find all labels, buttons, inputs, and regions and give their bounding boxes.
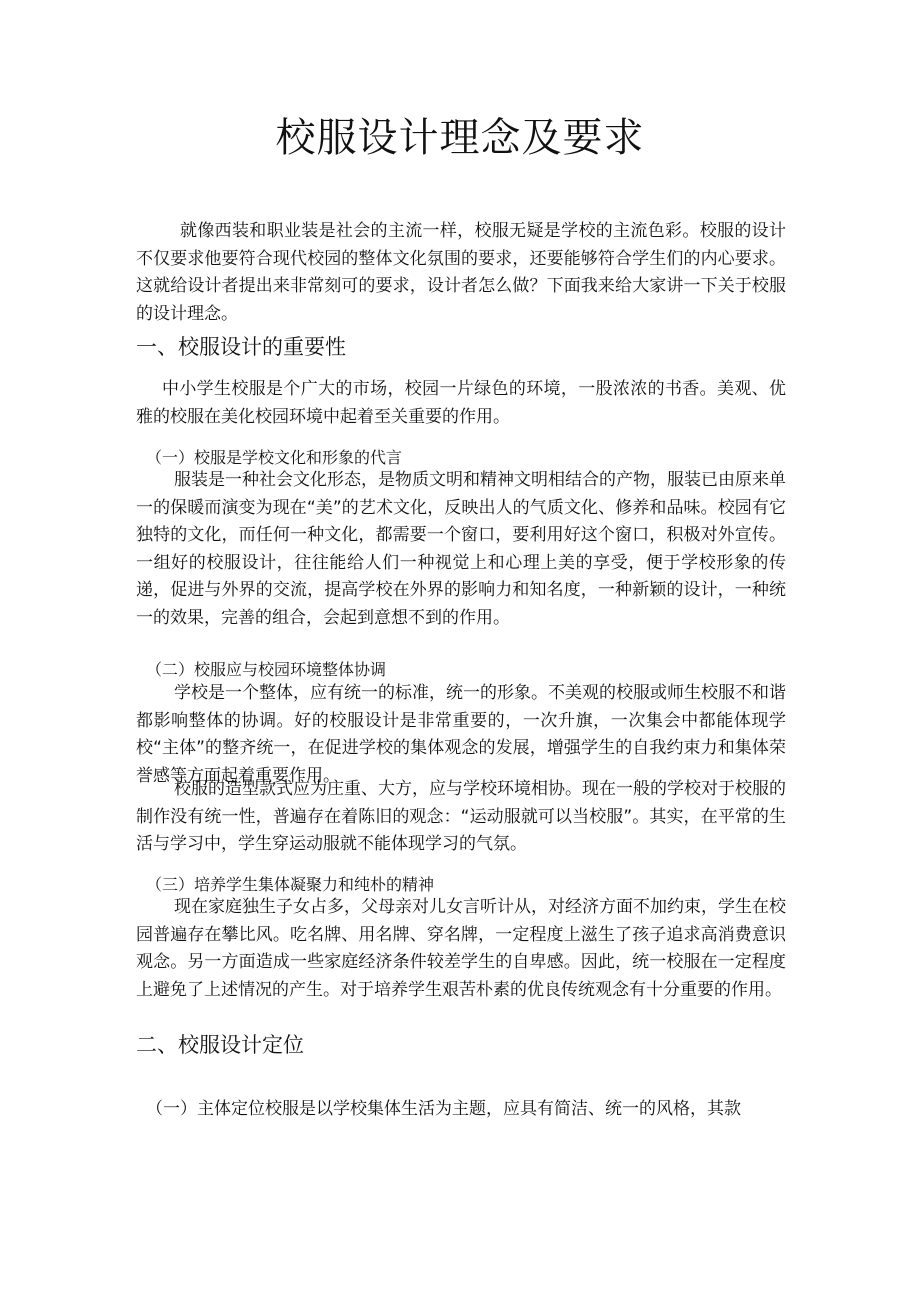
section-1-sub-1-heading: （一）校服是学校文化和形象的代言 (146, 448, 403, 467)
section-2-heading: 二、校服设计定位 (136, 1033, 304, 1057)
intro-paragraph: 就像西装和职业装是社会的主流一样，校服无疑是学校的主流色彩。校服的设计不仅要求他要符合现代校园的整体文化氛围的要求，还要能够符合学生们的内心要求。这就给设计者提出来非常刻可的要求，设计者怎么做？下面我来给大家讲一下关于校服的设计理念。 (136, 221, 786, 324)
section-1-heading: 一、校服设计的重要性 (136, 335, 346, 359)
section-1-sub-3-heading: （三）培养学生集体凝聚力和纯朴的精神 (146, 875, 435, 894)
section-2-sub-1-line: （一）主体定位校服是以学校集体生活为主题，应具有简洁、统一的风格，其款 (146, 1099, 741, 1119)
section-1-paragraph: 中小学生校服是个广大的市场，校园一片绿色的环境，一股浓浓的书香。美观、优雅的校服在美化校园环境中起着至关重要的作用。 (136, 379, 786, 427)
section-1-sub-2-heading: （二）校服应与校园环境整体协调 (146, 660, 387, 679)
section-1-sub-2-paragraph-1: 学校是一个整体，应有统一的标准，统一的形象。不美观的校服或师生校服不和谐都影响整体的协调。好的校服设计是非常重要的，一次升旗，一次集会中都能体现学校“主体”的整齐统一，在促进学校的集体观念的发展，增强学生的自我约束力和集体荣誉感等方面起着重要作用。 (136, 683, 786, 786)
section-1-sub-3-paragraph: 现在家庭独生子女占多，父母亲对儿女言听计从，对经济方面不加约束，学生在校园普遍存在攀比风。吃名牌、用名牌、穿名牌，一定程度上滋生了孩子追求高消费意识观念。另一方面造成一些家庭经济条件较差学生的自卑感。因此，统一校服在一定程度上避免了上述情况的产生。对于培养学生艰苦朴素的优良传统观念有十分重要的作用。 (136, 897, 786, 1000)
section-1-sub-2-paragraph-2: 校服的造型款式应为庄重、大方，应与学校环境相协。现在一般的学校对于校服的制作没有统一性，普遍存在着陈旧的观念：“运动服就可以当校服”。其实，在平常的生活与学习中，学生穿运动服就不能体现学习的气氛。 (136, 779, 786, 854)
section-1-sub-1-paragraph: 服装是一种社会文化形态，是物质文明和精神文明相结合的产物，服装已由原来单一的保暖而演变为现在“美”的艺术文化，反映出人的气质文化、修养和品味。校园有它独特的文化，而任何一种文化，都需要一个窗口，要利用好这个窗口，积极对外宣传。一组好的校服设计，往往能给人们一种视觉上和心理上美的享受，便于学校形象的传递，促进与外界的交流，提高学校在外界的影响力和知名度，一种新颖的设计，一种统一的效果，完善的组合，会起到意想不到的作用。 (136, 470, 786, 628)
document-title: 校服设计理念及要求 (275, 115, 645, 161)
